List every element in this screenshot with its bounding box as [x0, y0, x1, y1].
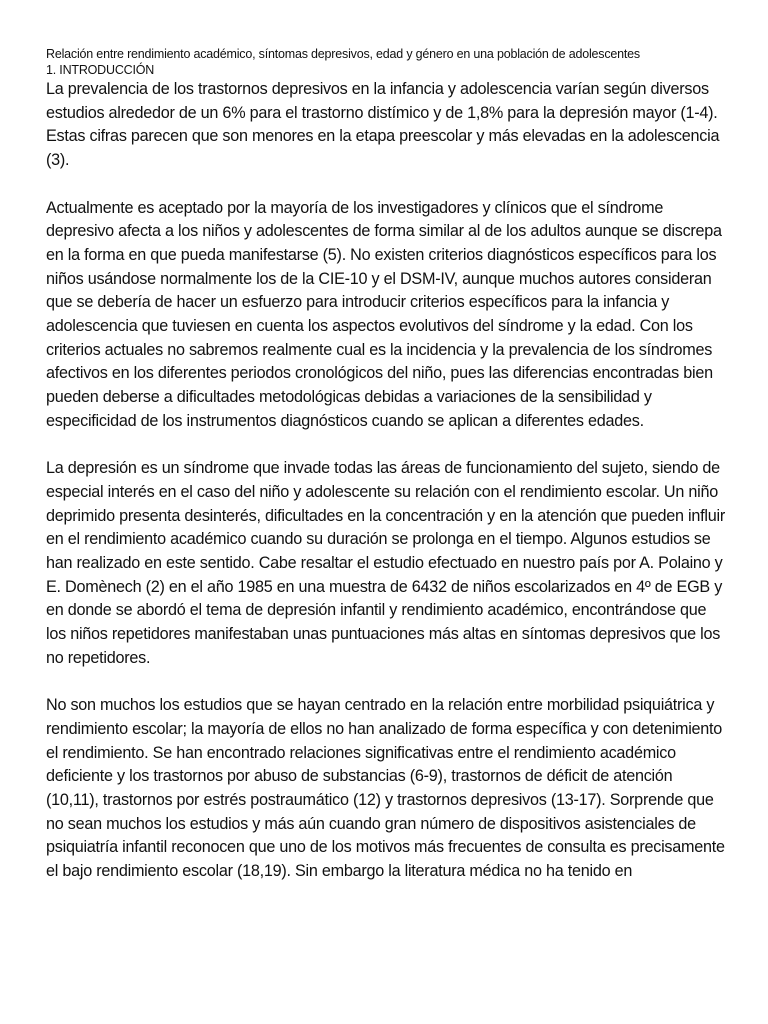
section-heading: 1. INTRODUCCIÓN	[46, 63, 155, 77]
paragraph-prevalence: La prevalencia de los trastornos depresivos en la infancia y adolescencia varían según diversos estudios alrededor de un 6% para el trastorno distímico y de 1,8% para la depresión mayor (1-4). Estas cifras parecen que son menores en la etapa preescolar y más elevadas en la adolescencia (3).	[46, 80, 720, 170]
document-title: Relación entre rendimiento académico, síntomas depresivos, edad y género en una población de adolescentes	[46, 47, 640, 61]
document-page	[46, 46, 726, 908]
paragraph-psychiatric-morbidity: No son muchos los estudios que se hayan centrado en la relación entre morbilidad psiquiátrica y rendimiento escolar; la mayoría de ellos no han analizado de forma específica y con detenimiento el rendimiento. Se han encontrado relaciones significativas entre el rendimiento académico deficiente y los trastornos por abuso de substancias (6-9), trastornos de déficit de atención (10,11), trastornos por estrés postraumático (12) y trastornos depresivos (13-17). Sorprende que no sean muchos los estudios y más aún cuando gran número de dispositivos asistenciales de psiquiatría infantil reconocen que uno de los motivos más frecuentes de consulta es precisamente el bajo rendimiento escolar (18,19). Sin embargo la literatura médica no ha tenido en	[46, 696, 725, 881]
paragraph-depression-school-performance: La depresión es un síndrome que invade todas las áreas de funcionamiento del sujeto, siendo de especial interés en el caso del niño y adolescente su relación con el rendimiento escolar. Un niño deprimido presenta desinterés, dificultades en la concentración y en la atención que pueden influir en el rendimiento académico cuando su duración se prolonga en el tiempo. Algunos estudios se han realizado en este sentido. Cabe resaltar el estudio efectuado en nuestro país por A. Polaino y E. Domènech (2) en el año 1985 en una muestra de 6432 de niños escolarizados en 4º de EGB y en donde se abordó el tema de depresión infantil y rendimiento académico, encontrándose que los niños repetidores manifestaban unas puntuaciones más altas en síntomas depresivos que los no repetidores.	[46, 459, 725, 667]
paragraph-diagnostic-criteria: Actualmente es aceptado por la mayoría de los investigadores y clínicos que el síndrome depresivo afecta a los niños y adolescentes de forma similar al de los adultos aunque se discrepa en la forma en que pueda manifestarse (5). No existen criterios diagnósticos específicos para los niños usándose normalmente los de la CIE-10 y el DSM-IV, aunque muchos autores consideran que se debería de hacer un esfuerzo para introducir criterios específicos para la infancia y adolescencia que tuviesen en cuenta los aspectos evolutivos del síndrome y la edad. Con los criterios actuales no sabremos realmente cual es la incidencia y la prevalencia de los síndromes afectivos en los diferentes periodos cronológicos del niño, pues las diferencias encontradas bien pueden deberse a dificultades metodológicas debidas a variaciones de la sensibilidad y especificidad de los instrumentos diagnósticos cuando se aplican a diferentes edades.	[46, 198, 722, 430]
